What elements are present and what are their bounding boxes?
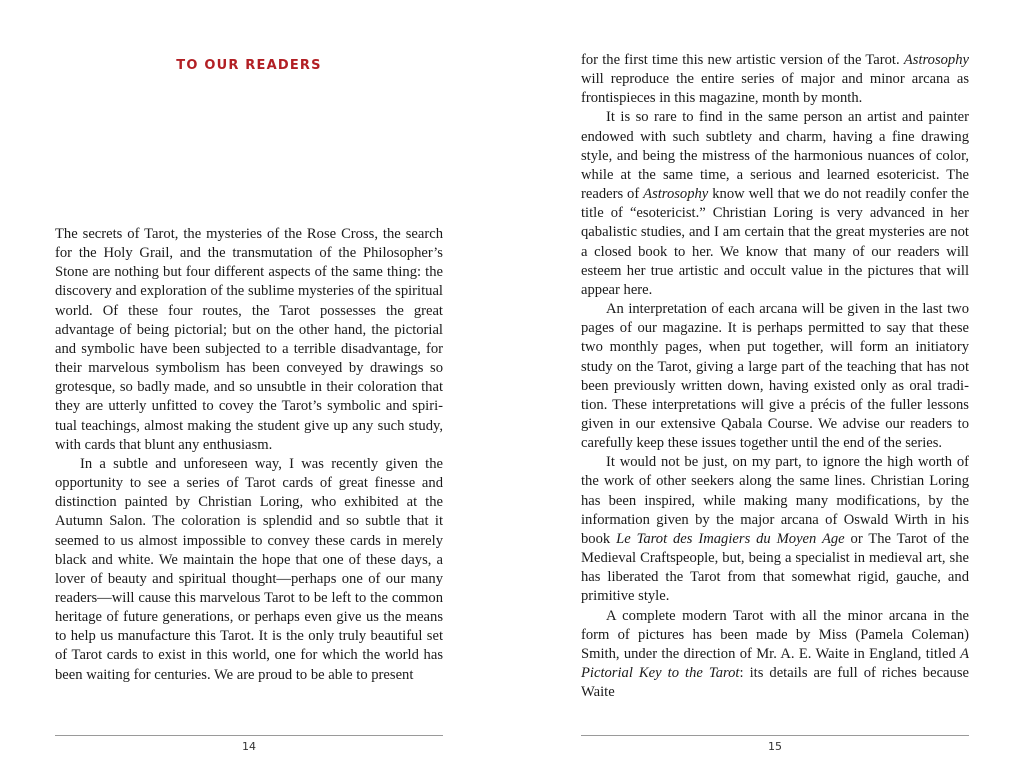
- text-run: : its details are full of riches because Waite: [581, 665, 969, 701]
- right-page-body: [581, 51, 969, 702]
- text-run: will reproduce the entire series of major and minor arcana as frontispieces in this magazine, month by month.: [581, 71, 969, 107]
- page-number: 15: [768, 740, 782, 753]
- paragraph: [581, 51, 969, 108]
- text-run: It would not be just, on my part, to ignore the high worth of the work of other seekers along the same lines. Christian Loring has been inspired, while making many modifications, by the information given by the major arcana of Oswald Wirth in his book: [581, 454, 969, 547]
- paragraph: [581, 300, 969, 453]
- italic-title: Astrosophy: [903, 52, 969, 68]
- section-title: TO OUR READERS: [176, 58, 322, 73]
- italic-title: Astrosophy: [643, 186, 709, 203]
- left-page-body: [55, 225, 443, 685]
- text-run: A complete modern Tarot with all the minor arcana in the form of pictures has been made by Miss (Pamela Coleman) Smith, under the direction of Mr. A. E. Waite in England, titled: [581, 607, 969, 662]
- right-page: [581, 0, 969, 775]
- footer-rule: [55, 735, 443, 736]
- paragraph: [581, 108, 969, 300]
- paragraph: [581, 453, 969, 606]
- text-run: In a subtle and unforeseen way, I was recently given the opportunity to see a series of Tarot cards of great finesse and distinction painted by Christian Loring, who exhibited at the Autumn Salon. The coloration is splendid and so subtle that it seemed to us almost impossible to convey these cards in merely black and white. We maintain the hope that one of these days, a lover of beauty and spiritual thought—perhaps one of our many readers—will cause this marvelous Tarot to be left to the common heritage of future generations, or perhaps even give us the means to help us manufacture this Tarot. It is the only truly beautiful set of Tarot cards to exist in this world, one for which the world has been waiting for centuries. We are proud to be able to present: [55, 455, 443, 683]
- text-run: know well that we do not readily confer the title of “esotericist.” Christian Loring is very advanced in her qabalistic studies, and I am certain that the great mysteries are not a closed book to her. We know that many of our readers will esteem her true artistic and occult value in the pictures that will appear here.: [581, 186, 969, 298]
- page-number: 14: [242, 740, 256, 753]
- italic-title: Le Tarot des Imagiers du Moyen Age: [616, 530, 845, 547]
- text-run: An interpretation of each arcana will be given in the last two pages of our magazine. It is perhaps permitted to say that these two monthly pages, when put together, will form an initiatory study on the Tarot, giving a large part of the teaching that has not been previously written down, having existed only as oral tradition. These interpretations will give a précis of the fuller lessons given in our extensive Qabala Course. We advise our readers to carefully keep these issues together until the end of the series.: [581, 301, 969, 452]
- text-run: or The Tarot of the Medieval Craftspeople, but, being a specialist in medieval art, she has liberated the Tarot from that somewhat rigid, gauche, and primitive style.: [581, 530, 969, 605]
- paragraph: [55, 225, 443, 455]
- paragraph: [55, 455, 443, 685]
- paragraph: [581, 607, 969, 703]
- text-run: It is so rare to find in the same person an artist and painter endowed with such subtlety and charm, having a fine drawing style, and being the mistress of the harmonious nuances of color, while at the same time, a serious and learned esotericist. The readers of: [581, 109, 969, 203]
- left-page: [55, 0, 443, 775]
- text-run: for the first time this new artistic version of the Tarot.: [581, 52, 904, 68]
- footer-rule: [581, 735, 969, 736]
- text-run: The secrets of Tarot, the mysteries of the Rose Cross, the search for the Holy Grail, and the transmutation of the Philosopher’s Stone are nothing but four different aspects of the same thing: the discovery and exploration of the sublime mysteries of the spiritual world. Of these four routes, the Tarot possesses the great advantage of being pictorial; but on the other hand, the pictorial and symbolic have been subjected to a terrible disadvantage, for their marvelous symbolism has been conveyed by drawings so grotesque, so badly made, and so unsubtle in their coloration that they are utterly unfitted to covey the Tarot’s symbolic and spiritual teachings, almost making the student give up any such study, with cards that blunt any enthusiasm.: [55, 226, 443, 453]
- italic-title: A Pictorial Key to the Tarot: [581, 645, 969, 681]
